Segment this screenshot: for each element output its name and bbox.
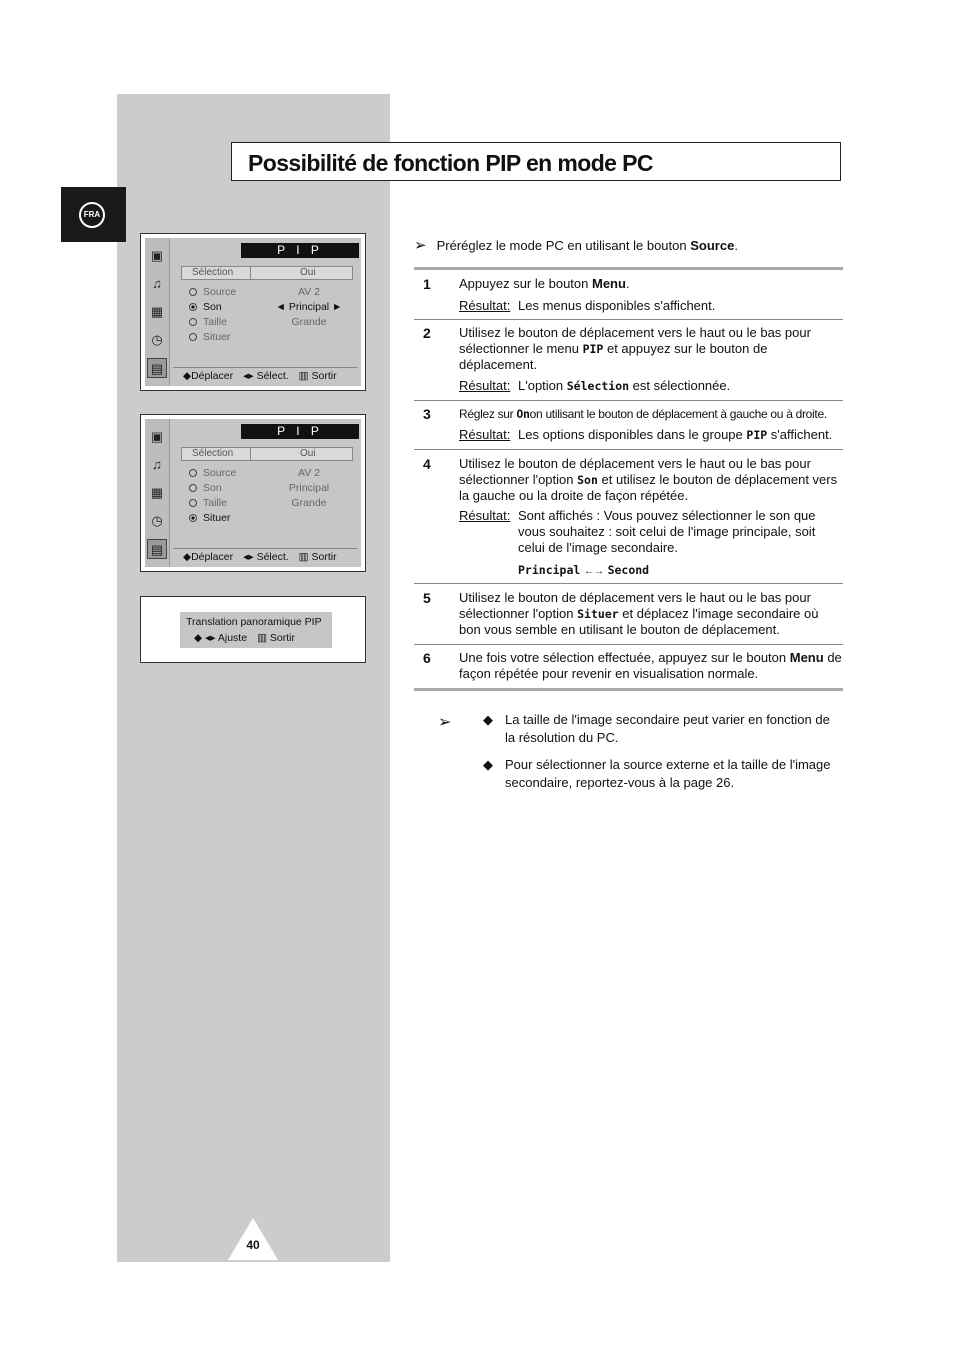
osd-item: Taille [189,497,227,509]
osd-item: Source [189,286,236,298]
divider [414,400,843,401]
osd-footer: ◆Déplacer ◂▸ Sélect. ▥ Sortir [183,370,337,382]
step-text: Utilisez le bouton de déplacement vers le haut ou le bas pour sélectionner l'option Son et utilisez le bouton de déplacement vers la gauche ou la droite de façon répétée. [459,456,838,503]
step-text: Appuyez sur le bouton Menu. [459,276,630,291]
intro-note: ➢ Préréglez le mode PC en utilisant le bouton Source. [414,237,738,254]
divider [414,688,843,691]
note-arrow-icon: ➢ [414,237,427,254]
note-text: La taille de l'image secondaire peut varier en fonction de la résolution du PC. [505,712,830,745]
osd-item: Taille [189,316,227,328]
osd-selection-row: Sélection Oui [181,447,353,461]
divider [414,583,843,584]
osd-item: Source [189,467,236,479]
osd-header: P I P [241,424,359,439]
tv-picture-icon: ▣ [150,248,164,263]
diamond-bullet-icon: ◆ [483,757,493,772]
pip-icon: ▤ [147,539,167,559]
osd-value: Grande [291,316,327,328]
menu-icon-column [145,419,170,567]
step-number: 1 [423,276,431,292]
clock-icon: ◷ [151,332,163,347]
panning-footer: ◆ ◂▸ Ajuste ▥ Sortir [194,632,295,644]
step-number: 2 [423,325,431,341]
diamond-bullet-icon: ◆ [483,712,493,727]
osd-item-active: Son [189,301,222,313]
page-number: 40 [246,1238,260,1252]
result-text: Les menus disponibles s'affichent. [518,298,716,313]
result-label: Résultat: [459,298,511,313]
divider [414,319,843,320]
result-text: Sont affichés : Vous pouvez sélectionner le son que vous souhaitez : soit celui de l'image principale, soit celui de l'image secondaire. [518,508,816,555]
language-tab [61,187,126,242]
osd-header: P I P [241,243,359,258]
osd-item-active: Situer [189,512,230,524]
result-text: Les options disponibles dans le groupe PIP s'affichent. [518,427,833,442]
channel-icon: ▦ [150,304,164,319]
pip-icon: ▤ [147,358,167,378]
panning-title: Translation panoramique PIP [186,616,322,628]
language-label: FRA [79,202,105,228]
divider [414,449,843,450]
sound-icon: ♫ [152,457,162,472]
clock-icon: ◷ [151,513,163,528]
step-text: Réglez sur Onon utilisant le bouton de déplacement à gauche ou à droite. [459,407,827,421]
pip-menu-screen-2 [140,414,366,572]
result-label: Résultat: [459,427,511,442]
osd-item: Son [189,482,222,494]
menu-icon-column [145,238,170,386]
page-title-box [231,142,841,181]
step-text: Une fois votre sélection effectuée, appuyez sur le bouton Menu de façon répétée pour revenir en visualisation normale. [459,650,842,681]
sound-sequence: Principal ←→ Second [518,563,650,577]
osd-value: Principal [288,482,330,494]
osd-item: Situer [189,331,230,343]
channel-icon: ▦ [150,485,164,500]
osd-value: AV 2 [298,286,320,298]
step-text: Utilisez le bouton de déplacement vers le haut ou le bas pour sélectionner le menu PIP et appuyez sur le bouton de déplacement. [459,325,811,372]
osd-value: AV 2 [298,467,320,479]
tv-picture-icon: ▣ [150,429,164,444]
divider [414,267,843,270]
result-label: Résultat: [459,378,511,393]
osd-value: Grande [291,497,327,509]
osd-selection-row: Sélection Oui [181,266,353,280]
page-title: Possibilité de fonction PIP en mode PC [248,150,653,176]
step-text: Utilisez le bouton de déplacement vers le haut ou le bas pour sélectionner l'option Situer et déplacez l'image secondaire où bon vous semble en utilisant le bouton de déplacement. [459,590,819,637]
pip-panning-screen [140,596,366,663]
osd-value-active: ◄ Principal ► [275,301,343,313]
osd-footer: ◆Déplacer ◂▸ Sélect. ▥ Sortir [183,551,337,563]
divider [414,644,843,645]
sound-icon: ♫ [152,276,162,291]
step-number: 3 [423,406,431,422]
note-arrow-icon: ➢ [438,714,452,731]
note-text: Pour sélectionner la source externe et la taille de l'image secondaire, reportez-vous à la page 26. [505,757,831,790]
result-text: L'option Sélection est sélectionnée. [518,378,731,393]
step-number: 4 [423,456,431,472]
pip-menu-screen-1 [140,233,366,391]
result-label: Résultat: [459,508,511,523]
step-number: 6 [423,650,431,666]
step-number: 5 [423,590,431,606]
